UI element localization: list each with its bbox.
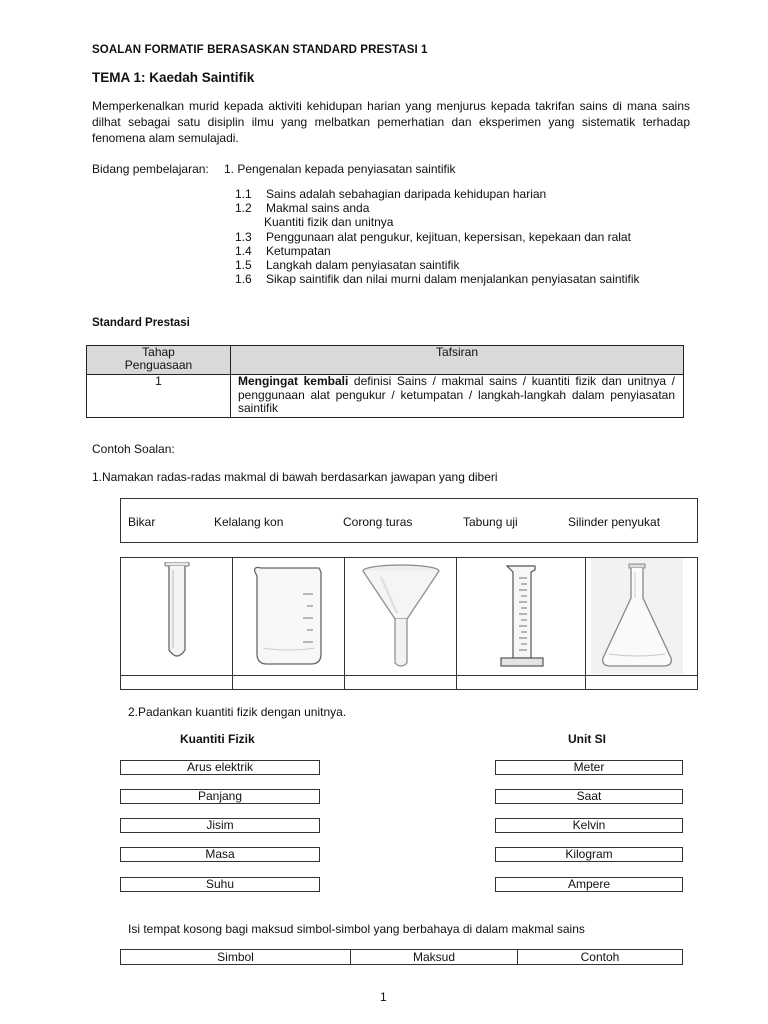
- tema-title: TEMA 1: Kaedah Saintifik: [92, 70, 255, 85]
- topic-item: Kuantiti fizik dan unitnya: [264, 215, 394, 230]
- unit-box[interactable]: Kilogram: [495, 847, 683, 862]
- question-3: Isi tempat kosong bagi maksud simbol-simbol yang berbahaya di dalam makmal sains: [128, 922, 585, 936]
- topic-item: 1.1 Sains adalah sebahagian daripada kehidupan harian: [235, 187, 547, 201]
- bidang-pembelajaran: [92, 162, 456, 176]
- topic-item: 1.2 Makmal sains anda: [235, 201, 370, 216]
- answer-bank: [120, 498, 698, 543]
- test-tube-image: [155, 562, 199, 662]
- contoh-header: Contoh: [518, 950, 683, 965]
- bidang-value: 1. Pengenalan kepada penyiasatan saintifik: [224, 162, 456, 176]
- col-tafsiran-header: Tafsiran: [231, 346, 684, 375]
- topic-item: 1.3 Penggunaan alat pengukur, kejituan, kepersisan, kepekaan dan ralat: [235, 229, 631, 244]
- simbol-header: Simbol: [121, 950, 351, 965]
- intro-paragraph: Memperkenalkan murid kepada aktiviti kehidupan harian yang menjurus kepada takrifan sains di mana sains dilhat sebagai satu disiplin ilmu yang melbatkan pemerhatian dan eksperimen yang sistematik terhadap fenomena alam semulajadi.: [92, 99, 690, 145]
- maksud-header: Maksud: [351, 950, 518, 965]
- col-tahap-header: Tahap Penguasaan: [87, 346, 231, 375]
- answer-kelalang-kon: Kelalang kon: [214, 515, 284, 529]
- topic-item: 1.5 Langkah dalam penyiasatan saintifik: [235, 258, 460, 273]
- unit-box[interactable]: Ampere: [495, 877, 683, 892]
- measuring-cylinder-image: [495, 564, 551, 672]
- quantity-box[interactable]: Panjang: [120, 789, 320, 804]
- beaker-image: [249, 564, 329, 672]
- quantity-box[interactable]: Suhu: [120, 877, 320, 892]
- kuantiti-fizik-heading: Kuantiti Fizik: [180, 732, 255, 746]
- symbol-table: [120, 949, 683, 965]
- topic-item: 1.6 Sikap saintifik dan nilai murni dalam menjalankan penyiasatan saintifik: [235, 272, 640, 287]
- quantity-box[interactable]: Arus elektrik: [120, 760, 320, 775]
- quantity-box[interactable]: Masa: [120, 847, 320, 862]
- topic-item: 1.4 Ketumpatan: [235, 243, 331, 258]
- funnel-image: [359, 563, 443, 673]
- quantity-box[interactable]: Jisim: [120, 818, 320, 833]
- tahap-level: 1: [87, 375, 231, 418]
- answer-silinder-penyukat: Silinder penyukat: [568, 515, 661, 529]
- tafsiran-cell: Mengingat kembali definisi Sains / makmal sains / kuantiti fizik dan unitnya / penggunaan alat pengukur / ketumpatan / langkah-langkah dalam penyiasatan saintifik: [231, 375, 684, 418]
- bidang-label: Bidang pembelajaran:: [92, 162, 209, 176]
- conical-flask-image: [591, 558, 683, 674]
- unit-box[interactable]: Kelvin: [495, 818, 683, 833]
- apparatus-image-table: [120, 557, 698, 690]
- question-1: 1.Namakan radas-radas makmal di bawah berdasarkan jawapan yang diberi: [92, 470, 498, 484]
- standard-prestasi-title: Standard Prestasi: [92, 317, 190, 329]
- contoh-soalan-label: Contoh Soalan:: [92, 442, 175, 456]
- answer-bikar: Bikar: [128, 515, 156, 529]
- page-number: 1: [380, 990, 387, 1004]
- unit-box[interactable]: Saat: [495, 789, 683, 804]
- document-header: SOALAN FORMATIF BERASASKAN STANDARD PRESTASI 1: [92, 44, 428, 56]
- topic-list: [235, 187, 640, 286]
- unit-box[interactable]: Meter: [495, 760, 683, 775]
- unit-si-heading: Unit SI: [568, 732, 606, 746]
- answer-tabung-uji: Tabung uji: [463, 515, 518, 529]
- answer-corong-turas: Corong turas: [343, 515, 413, 529]
- question-2: 2.Padankan kuantiti fizik dengan unitnya.: [128, 705, 347, 719]
- standard-prestasi-table: [86, 345, 684, 418]
